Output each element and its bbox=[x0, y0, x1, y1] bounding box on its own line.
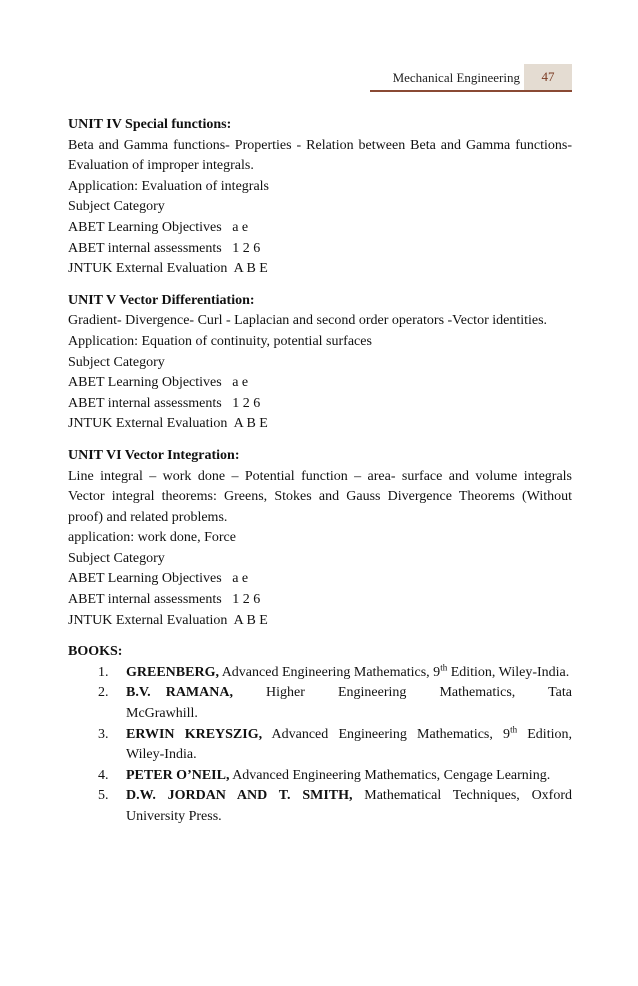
book-author: B.V. RAMANA, bbox=[126, 685, 233, 701]
book-number: 2. bbox=[98, 685, 109, 701]
book-author: ERWIN KREYSZIG, bbox=[126, 726, 263, 742]
book-author: PETER O’NEIL, bbox=[126, 767, 230, 783]
book-number: 3. bbox=[98, 726, 109, 742]
book-text: Higher Engineering Mathematics, Tata McGrawhill. bbox=[126, 685, 572, 722]
unit-jntuk-evaluation: JNTUK External Evaluation A B E bbox=[68, 416, 268, 432]
unit-abet-assessments: ABET internal assessments 1 2 6 bbox=[68, 592, 261, 608]
unit-section bbox=[68, 291, 572, 435]
unit-description: Gradient- Divergence- Curl - Laplacian and second order operators -Vector identities. bbox=[68, 313, 548, 329]
unit-abet-objectives: ABET Learning Objectives a e bbox=[68, 571, 249, 587]
unit-title: UNIT IV Special functions: bbox=[68, 117, 232, 132]
book-author: GREENBERG, bbox=[126, 664, 219, 680]
header-rule bbox=[370, 90, 572, 92]
page-number: 47 bbox=[524, 64, 572, 90]
book-text-tail: Edition, Wiley-India. bbox=[126, 726, 572, 763]
unit-subject-category: Subject Category bbox=[68, 550, 165, 566]
book-text: Advanced Engineering Mathematics, 9 bbox=[262, 726, 511, 742]
book-author: D.W. JORDAN AND T. SMITH, bbox=[126, 788, 353, 804]
book-text: Advanced Engineering Mathematics, Cengage Learning. bbox=[229, 767, 551, 783]
unit-description: Line integral – work done – Potential function – area- surface and volume integrals Vector integral theorems: Greens, Stokes and Gauss Divergence Theorems (Without proof) and related problems. bbox=[68, 468, 572, 525]
header-title: Mechanical Engineering bbox=[392, 70, 520, 85]
book-item bbox=[68, 725, 572, 766]
unit-subject-category: Subject Category bbox=[68, 354, 165, 370]
book-item bbox=[68, 683, 572, 724]
page-content bbox=[68, 115, 572, 828]
book-number: 1. bbox=[98, 664, 109, 680]
book-superscript: th bbox=[440, 662, 448, 673]
unit-title: UNIT VI Vector Integration: bbox=[68, 447, 240, 463]
unit-title: UNIT V Vector Differentiation: bbox=[68, 292, 255, 308]
unit-application: Application: Equation of continuity, potential surfaces bbox=[68, 333, 372, 349]
unit-application: Application: Evaluation of integrals bbox=[68, 178, 270, 194]
unit-abet-objectives: ABET Learning Objectives a e bbox=[68, 219, 249, 235]
books-title: BOOKS: bbox=[68, 644, 123, 660]
unit-abet-assessments: ABET internal assessments 1 2 6 bbox=[68, 240, 261, 256]
book-text: Advanced Engineering Mathematics, 9 bbox=[218, 664, 441, 680]
book-item bbox=[68, 786, 572, 827]
book-number: 4. bbox=[98, 767, 109, 783]
unit-section bbox=[68, 115, 572, 280]
book-superscript: th bbox=[510, 723, 518, 734]
book-number: 5. bbox=[98, 788, 109, 804]
page-header bbox=[68, 64, 572, 92]
book-text: Mathematical Techniques, Oxford University Press. bbox=[126, 788, 572, 824]
unit-section bbox=[68, 446, 572, 631]
book-text-tail: Edition, Wiley-India. bbox=[447, 664, 570, 680]
unit-jntuk-evaluation: JNTUK External Evaluation A B E bbox=[68, 261, 268, 277]
book-item bbox=[68, 766, 572, 787]
unit-subject-category: Subject Category bbox=[68, 199, 165, 215]
unit-abet-objectives: ABET Learning Objectives a e bbox=[68, 375, 249, 391]
unit-description: Beta and Gamma functions- Properties - Relation between Beta and Gamma functions- Evaluation of improper integrals. bbox=[68, 137, 572, 174]
unit-application: application: work done, Force bbox=[68, 530, 236, 546]
unit-abet-assessments: ABET internal assessments 1 2 6 bbox=[68, 395, 261, 411]
books-section bbox=[68, 642, 572, 827]
book-item bbox=[68, 663, 572, 684]
unit-jntuk-evaluation: JNTUK External Evaluation A B E bbox=[68, 612, 268, 628]
